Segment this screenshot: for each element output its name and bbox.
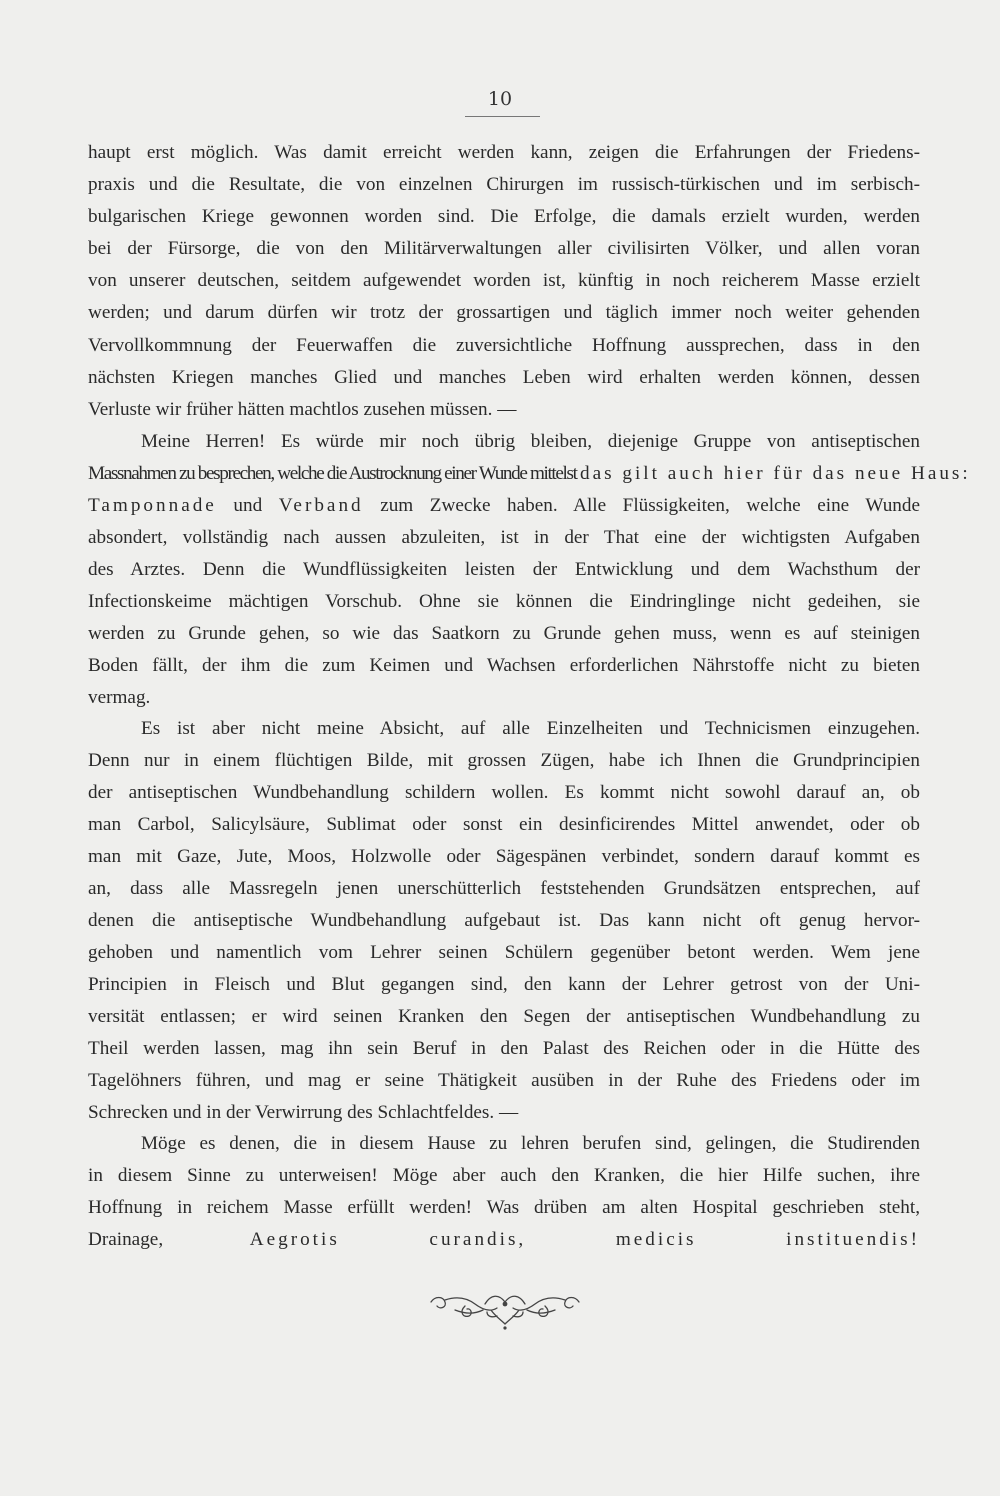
- text-line: des Arztes. Denn die Wundflüssigkeiten leisten der Entwicklung und dem Wachsthum der: [88, 559, 920, 580]
- text-line: der antiseptischen Wundbehandlung schildern wollen. Es kommt nicht sowohl darauf an, ob: [88, 782, 920, 803]
- emphasis-drainage: das gilt auch hier für das neue Haus:: [580, 463, 971, 484]
- text-line: von unserer deutschen, seitdem aufgewendet worden ist, künftig in noch reicherem Masse erzielt: [88, 270, 920, 291]
- text-line: in diesem Sinne zu unterweisen! Möge aber auch den Kranken, die hier Hilfe suchen, ihre: [88, 1165, 920, 1186]
- text-line: Verluste wir früher hätten machtlos zusehen müssen. —: [88, 399, 517, 420]
- text-line: werden zu Grunde gehen, so wie das Saatkorn zu Grunde gehen muss, wenn es auf steinigen: [88, 623, 920, 644]
- emphasis-verband: Verband: [278, 495, 364, 516]
- text-line: Infectionskeime mächtigen Vorschub. Ohne sie können die Eindringlinge nicht gedeihen, sie: [88, 591, 920, 612]
- ornament-flourish-icon: [425, 1284, 585, 1334]
- text-line: versität entlassen; er wird seinen Kranken den Segen der antiseptischen Wundbehandlung zu: [88, 1006, 920, 1027]
- text-line: bei der Fürsorge, die von den Militärverwaltungen aller civilisirten Völker, und allen voran: [88, 238, 920, 259]
- text-line: man mit Gaze, Jute, Moos, Holzwolle oder Sägespänen verbindet, sondern darauf kommt es: [88, 846, 920, 867]
- text-line: denen die antiseptische Wundbehandlung aufgebaut ist. Das kann nicht oft genug hervor-: [88, 910, 920, 931]
- text-span: Drainage,: [88, 1229, 164, 1250]
- text-line: Boden fällt, der ihm die zum Keimen und Wachsen erforderlichen Nährstoffe nicht zu bieten: [88, 655, 920, 676]
- text-line: Tagelöhners führen, und mag er seine Thätigkeit ausüben in der Ruhe des Friedens oder im: [88, 1070, 920, 1091]
- text-span: und: [233, 495, 263, 516]
- text-line: [88, 1225, 920, 1255]
- text-line: gehoben und namentlich vom Lehrer seinen Schülern gegenüber betont werden. Wem jene: [88, 942, 920, 963]
- text-line: Hoffnung in reichem Masse erfüllt werden! Was drüben am alten Hospital geschrieben steht,: [88, 1197, 920, 1218]
- page-number: 10: [487, 88, 513, 110]
- text-line: nächsten Kriegen manches Glied und manches Leben wird erhalten werden können, dessen: [88, 367, 920, 388]
- header-rule: [465, 116, 540, 117]
- text-line: Schrecken und in der Verwirrung des Schlachtfeldes. —: [88, 1102, 519, 1123]
- motto: Aegrotis curandis, medicis instituendis!: [249, 1229, 920, 1250]
- text-line: Theil werden lassen, mag ihn sein Beruf in den Palast des Reichen oder in die Hütte des: [88, 1038, 920, 1059]
- emphasis-tamponnade: Tamponnade: [88, 495, 217, 516]
- text-line: absondert, vollständig nach aussen abzuleiten, ist in der That eine der wichtigsten Aufgaben: [88, 527, 920, 548]
- text-line: Principien in Fleisch und Blut gegangen sind, den kann der Lehrer getrost von der Uni-: [88, 974, 920, 995]
- text-line: Meine Herren! Es würde mir noch übrig bleiben, diejenige Gruppe von antiseptischen: [141, 431, 920, 452]
- text-line: Es ist aber nicht meine Absicht, auf alle Einzelheiten und Technicismen einzugehen.: [141, 718, 920, 739]
- text-line: werden; und darum dürfen wir trotz der grossartigen und täglich immer noch weiter gehenden: [88, 302, 920, 323]
- text-span: zum Zwecke haben. Alle Flüssigkeiten, welche eine Wunde: [380, 495, 921, 516]
- text-line: man Carbol, Salicylsäure, Sublimat oder sonst ein desinficirendes Mittel anwendet, oder ob: [88, 814, 920, 835]
- text-line: Denn nur in einem flüchtigen Bilde, mit grossen Zügen, habe ich Ihnen die Grundprincipien: [88, 750, 920, 771]
- text-line: [88, 491, 920, 521]
- text-line: an, dass alle Massregeln jenen unerschütterlich feststehenden Grundsätzen entsprechen, auf: [88, 878, 920, 899]
- text-line: Vervollkommnung der Feuerwaffen die zuversichtliche Hoffnung aussprechen, dass in den: [88, 335, 920, 356]
- text-line: praxis und die Resultate, die von einzelnen Chirurgen im russisch-türkischen und im serbisch-: [88, 174, 920, 195]
- text-line: [88, 459, 971, 489]
- text-line: haupt erst möglich. Was damit erreicht werden kann, zeigen die Erfahrungen der Friedens-: [88, 142, 920, 163]
- text-span: Massnahmen zu besprechen, welche die Austrocknung einer Wunde mittelst: [88, 463, 577, 484]
- text-line: vermag.: [88, 687, 151, 708]
- text-line: Möge es denen, die in diesem Hause zu lehren berufen sind, gelingen, die Studirenden: [141, 1133, 920, 1154]
- text-line: bulgarischen Kriege gewonnen worden sind. Die Erfolge, die damals erzielt wurden, werden: [88, 206, 920, 227]
